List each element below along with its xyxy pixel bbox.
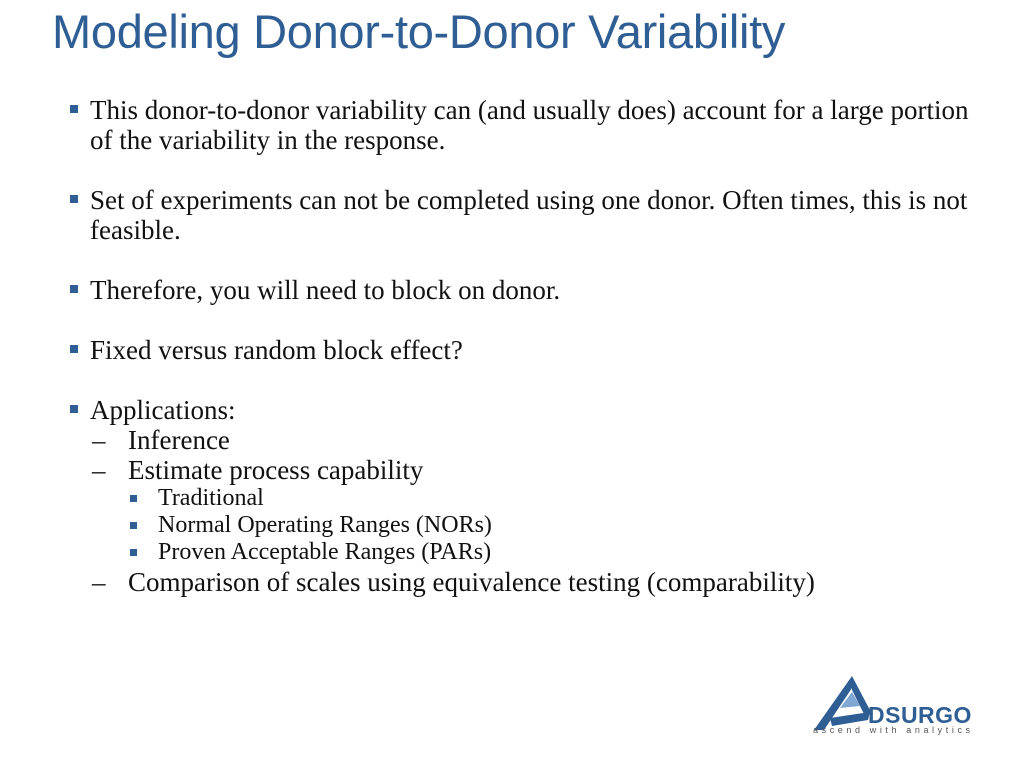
square-bullet-icon xyxy=(70,195,78,203)
square-bullet-icon xyxy=(70,285,78,293)
sub-bullet-item xyxy=(92,455,988,485)
bullet-text: Applications: xyxy=(90,395,236,425)
square-bullet-icon xyxy=(130,522,137,529)
sub-bullet-text: Comparison of scales using equivalence testing (comparability) xyxy=(128,567,815,597)
logo-wordmark: DSURGO xyxy=(868,702,972,728)
dash-bullet-icon: – xyxy=(92,425,106,455)
square-bullet-icon xyxy=(70,105,78,113)
square-bullet-icon xyxy=(130,495,137,502)
bullet-item xyxy=(90,395,990,425)
sub-bullet-text: Inference xyxy=(128,425,230,455)
bullet-item xyxy=(90,95,990,155)
sub-bullet-item xyxy=(92,425,988,455)
adsurgo-logo xyxy=(806,672,978,742)
bullet-item xyxy=(90,335,990,365)
bullet-text: Fixed versus random block effect? xyxy=(90,335,463,365)
sub-sub-bullet-text: Traditional xyxy=(158,485,264,511)
bullet-item xyxy=(90,185,990,245)
logo-tagline: ascend with analytics xyxy=(813,725,974,735)
bullet-text: This donor-to-donor variability can (and usually does) account for a large portion of the variability in the response. xyxy=(90,95,969,155)
sub-sub-bullet-text: Normal Operating Ranges (NORs) xyxy=(158,512,492,538)
sub-bullet-text: Estimate process capability xyxy=(128,455,424,485)
sub-sub-bullet-item xyxy=(158,512,958,539)
square-bullet-icon xyxy=(70,405,78,413)
sub-sub-bullet-item xyxy=(158,539,958,566)
dash-bullet-icon: – xyxy=(92,567,106,597)
sub-bullet-item xyxy=(92,567,988,597)
square-bullet-icon xyxy=(70,345,78,353)
sub-sub-bullet-text: Proven Acceptable Ranges (PARs) xyxy=(158,539,492,565)
bullet-text: Set of experiments can not be completed using one donor. Often times, this is not feasible. xyxy=(90,185,968,245)
bullet-item xyxy=(90,275,990,305)
dash-bullet-icon: – xyxy=(92,455,106,485)
sub-sub-bullet-item xyxy=(158,485,958,512)
bullet-text: Therefore, you will need to block on donor. xyxy=(90,275,561,305)
slide-title: Modeling Donor-to-Donor Variability xyxy=(52,5,786,58)
square-bullet-icon xyxy=(130,549,137,556)
